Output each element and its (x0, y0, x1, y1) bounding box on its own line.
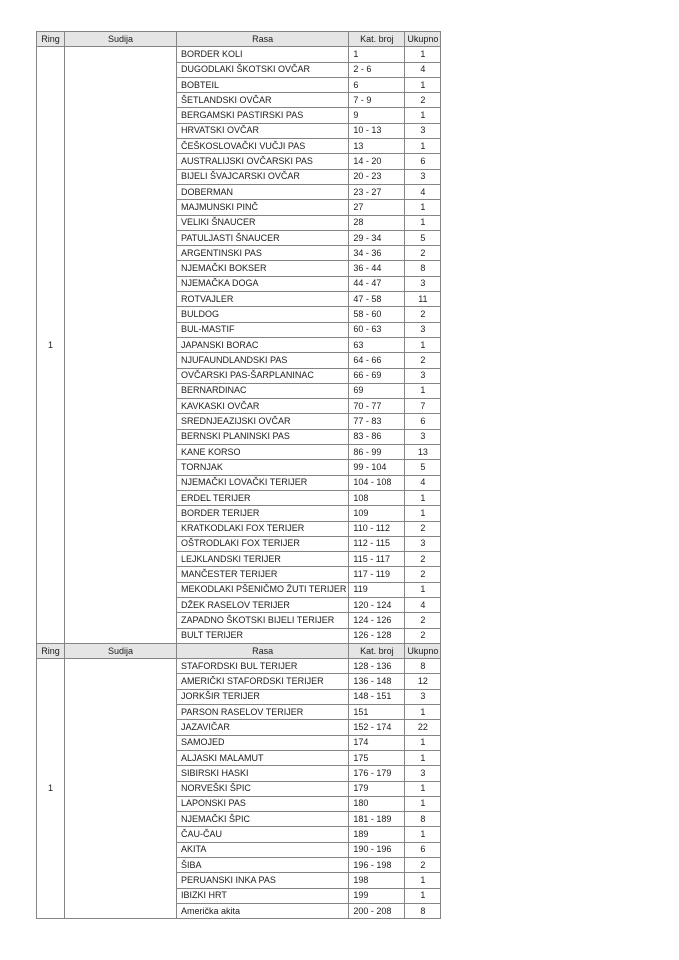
breed-cell: KAVKASKI OVČAR (177, 399, 349, 414)
catalog-number-cell: 152 - 174 (349, 720, 405, 735)
catalog-number-cell: 176 - 179 (349, 766, 405, 781)
breed-cell: BORDER KOLI (177, 47, 349, 62)
breed-cell: MANČESTER TERIJER (177, 567, 349, 582)
total-cell: 3 (405, 123, 441, 138)
breed-cell: BERNSKI PLANINSKI PAS (177, 429, 349, 444)
total-cell: 2 (405, 628, 441, 643)
catalog-number-cell: 110 - 112 (349, 521, 405, 536)
catalog-number-cell: 66 - 69 (349, 368, 405, 383)
total-cell: 2 (405, 246, 441, 261)
catalog-number-cell: 83 - 86 (349, 429, 405, 444)
total-cell: 3 (405, 429, 441, 444)
breed-cell: BORDER TERIJER (177, 506, 349, 521)
breed-cell: PARSON RASELOV TERIJER (177, 705, 349, 720)
catalog-number-cell: 29 - 34 (349, 230, 405, 245)
breed-cell: HRVATSKI OVČAR (177, 123, 349, 138)
total-cell: 2 (405, 521, 441, 536)
catalog-number-cell: 70 - 77 (349, 399, 405, 414)
breed-cell: BULT TERIJER (177, 628, 349, 643)
breed-cell: ČAU-ČAU (177, 827, 349, 842)
breed-cell: PERUANSKI INKA PAS (177, 873, 349, 888)
catalog-number-cell: 200 - 208 (349, 903, 405, 918)
breed-cell: BOBTEIL (177, 77, 349, 92)
catalog-number-cell: 99 - 104 (349, 460, 405, 475)
total-cell: 7 (405, 399, 441, 414)
catalog-number-cell: 189 (349, 827, 405, 842)
breed-cell: BULDOG (177, 307, 349, 322)
breed-cell: DŽEK RASELOV TERIJER (177, 597, 349, 612)
total-cell: 4 (405, 475, 441, 490)
breed-cell: TORNJAK (177, 460, 349, 475)
catalog-number-cell: 174 (349, 735, 405, 750)
total-cell: 1 (405, 735, 441, 750)
total-cell: 12 (405, 674, 441, 689)
column-header-rasa: Rasa (177, 32, 349, 47)
catalog-number-cell: 199 (349, 888, 405, 903)
total-cell: 8 (405, 659, 441, 674)
total-cell: 1 (405, 796, 441, 811)
breed-cell: Američka akita (177, 903, 349, 918)
breed-cell: VELIKI ŠNAUCER (177, 215, 349, 230)
catalog-number-cell: 63 (349, 337, 405, 352)
column-header-sudija: Sudija (65, 643, 177, 658)
breed-cell: NJEMAČKI LOVAČKI TERIJER (177, 475, 349, 490)
total-cell: 8 (405, 812, 441, 827)
total-cell: 1 (405, 582, 441, 597)
total-cell: 1 (405, 490, 441, 505)
total-cell: 3 (405, 689, 441, 704)
total-cell: 3 (405, 169, 441, 184)
column-header-ring: Ring (37, 643, 65, 658)
breed-cell: KANE KORSO (177, 445, 349, 460)
breed-cell: OVČARSKI PAS-ŠARPLANINAC (177, 368, 349, 383)
total-cell: 3 (405, 536, 441, 551)
catalog-number-cell: 175 (349, 750, 405, 765)
breed-cell: BIJELI ŠVAJCARSKI OVČAR (177, 169, 349, 184)
catalog-number-cell: 6 (349, 77, 405, 92)
total-cell: 1 (405, 888, 441, 903)
catalog-number-cell: 126 - 128 (349, 628, 405, 643)
total-cell: 6 (405, 414, 441, 429)
ring-schedule-table-body (37, 32, 441, 919)
total-cell: 13 (405, 445, 441, 460)
catalog-number-cell: 148 - 151 (349, 689, 405, 704)
column-header-ukupno: Ukupno (405, 643, 441, 658)
catalog-number-cell: 64 - 66 (349, 353, 405, 368)
breed-cell: STAFORDSKI BUL TERIJER (177, 659, 349, 674)
catalog-number-cell: 115 - 117 (349, 552, 405, 567)
breed-cell: NORVEŠKI ŠPIC (177, 781, 349, 796)
total-cell: 3 (405, 368, 441, 383)
total-cell: 2 (405, 552, 441, 567)
header-row (37, 643, 441, 658)
breed-cell: SREDNJEAZIJSKI OVČAR (177, 414, 349, 429)
breed-cell: NJEMAČKA DOGA (177, 276, 349, 291)
catalog-number-cell: 20 - 23 (349, 169, 405, 184)
breed-cell: NJUFAUNDLANDSKI PAS (177, 353, 349, 368)
breed-cell: ARGENTINSKI PAS (177, 246, 349, 261)
catalog-number-cell: 69 (349, 383, 405, 398)
breed-cell: BERGAMSKI PASTIRSKI PAS (177, 108, 349, 123)
catalog-number-cell: 120 - 124 (349, 597, 405, 612)
breed-cell: ČEŠKOSLOVAČKI VUČJI PAS (177, 139, 349, 154)
catalog-number-cell: 36 - 44 (349, 261, 405, 276)
breed-cell: DUGODLAKI ŠKOTSKI OVČAR (177, 62, 349, 77)
ring-cell: 1 (37, 47, 65, 644)
total-cell: 2 (405, 353, 441, 368)
breed-cell: SIBIRSKI HASKI (177, 766, 349, 781)
total-cell: 1 (405, 337, 441, 352)
catalog-number-cell: 117 - 119 (349, 567, 405, 582)
breed-cell: JORKŠIR TERIJER (177, 689, 349, 704)
breed-cell: ERDEL TERIJER (177, 490, 349, 505)
sudija-cell (65, 47, 177, 644)
catalog-number-cell: 104 - 108 (349, 475, 405, 490)
catalog-number-cell: 181 - 189 (349, 812, 405, 827)
total-cell: 4 (405, 184, 441, 199)
header-row (37, 32, 441, 47)
catalog-number-cell: 9 (349, 108, 405, 123)
total-cell: 3 (405, 766, 441, 781)
column-header-kat-broj: Kat. broj (349, 32, 405, 47)
column-header-kat-broj: Kat. broj (349, 643, 405, 658)
total-cell: 1 (405, 506, 441, 521)
total-cell: 1 (405, 108, 441, 123)
breed-cell: AMERIČKI STAFORDSKI TERIJER (177, 674, 349, 689)
catalog-number-cell: 124 - 126 (349, 613, 405, 628)
breed-cell: MAJMUNSKI PINČ (177, 200, 349, 215)
catalog-number-cell: 44 - 47 (349, 276, 405, 291)
breed-cell: ALJASKI MALAMUT (177, 750, 349, 765)
catalog-number-cell: 7 - 9 (349, 93, 405, 108)
catalog-number-cell: 60 - 63 (349, 322, 405, 337)
breed-cell: IBIZKI HRT (177, 888, 349, 903)
catalog-number-cell: 58 - 60 (349, 307, 405, 322)
column-header-ukupno: Ukupno (405, 32, 441, 47)
total-cell: 1 (405, 781, 441, 796)
catalog-number-cell: 151 (349, 705, 405, 720)
total-cell: 3 (405, 276, 441, 291)
breed-cell: ROTVAJLER (177, 292, 349, 307)
catalog-number-cell: 179 (349, 781, 405, 796)
catalog-number-cell: 112 - 115 (349, 536, 405, 551)
sudija-cell (65, 659, 177, 919)
ring-schedule-table (36, 31, 441, 919)
catalog-number-cell: 196 - 198 (349, 858, 405, 873)
total-cell: 11 (405, 292, 441, 307)
breed-cell: MEKODLAKI PŠENIČMO ŽUTI TERIJER (177, 582, 349, 597)
breed-cell: JAPANSKI BORAC (177, 337, 349, 352)
column-header-ring: Ring (37, 32, 65, 47)
catalog-number-cell: 34 - 36 (349, 246, 405, 261)
column-header-sudija: Sudija (65, 32, 177, 47)
total-cell: 6 (405, 154, 441, 169)
column-header-rasa: Rasa (177, 643, 349, 658)
breed-cell: PATULJASTI ŠNAUCER (177, 230, 349, 245)
total-cell: 1 (405, 77, 441, 92)
total-cell: 1 (405, 139, 441, 154)
total-cell: 5 (405, 230, 441, 245)
total-cell: 1 (405, 215, 441, 230)
breed-cell: AKITA (177, 842, 349, 857)
total-cell: 8 (405, 903, 441, 918)
breed-cell: NJEMAČKI BOKSER (177, 261, 349, 276)
catalog-number-cell: 86 - 99 (349, 445, 405, 460)
breed-cell: OŠTRODLAKI FOX TERIJER (177, 536, 349, 551)
total-cell: 1 (405, 873, 441, 888)
breed-cell: ZAPADNO ŠKOTSKI BIJELI TERIJER (177, 613, 349, 628)
breed-cell: BERNARDINAC (177, 383, 349, 398)
catalog-number-cell: 23 - 27 (349, 184, 405, 199)
catalog-number-cell: 13 (349, 139, 405, 154)
total-cell: 1 (405, 705, 441, 720)
breed-cell: NJEMAČKI ŠPIC (177, 812, 349, 827)
breed-cell: SAMOJED (177, 735, 349, 750)
catalog-number-cell: 109 (349, 506, 405, 521)
total-cell: 6 (405, 842, 441, 857)
total-cell: 22 (405, 720, 441, 735)
catalog-number-cell: 10 - 13 (349, 123, 405, 138)
catalog-number-cell: 14 - 20 (349, 154, 405, 169)
breed-cell: ŠIBA (177, 858, 349, 873)
catalog-number-cell: 77 - 83 (349, 414, 405, 429)
total-cell: 2 (405, 93, 441, 108)
catalog-number-cell: 190 - 196 (349, 842, 405, 857)
table-row (37, 659, 441, 674)
total-cell: 1 (405, 750, 441, 765)
total-cell: 4 (405, 597, 441, 612)
catalog-number-cell: 28 (349, 215, 405, 230)
catalog-number-cell: 1 (349, 47, 405, 62)
catalog-number-cell: 128 - 136 (349, 659, 405, 674)
catalog-number-cell: 198 (349, 873, 405, 888)
catalog-number-cell: 27 (349, 200, 405, 215)
total-cell: 3 (405, 322, 441, 337)
breed-cell: LAPONSKI PAS (177, 796, 349, 811)
total-cell: 2 (405, 858, 441, 873)
breed-cell: BUL-MASTIF (177, 322, 349, 337)
breed-cell: JAZAVIČAR (177, 720, 349, 735)
total-cell: 1 (405, 383, 441, 398)
total-cell: 1 (405, 47, 441, 62)
total-cell: 2 (405, 613, 441, 628)
total-cell: 8 (405, 261, 441, 276)
total-cell: 2 (405, 307, 441, 322)
catalog-number-cell: 136 - 148 (349, 674, 405, 689)
breed-cell: DOBERMAN (177, 184, 349, 199)
catalog-number-cell: 2 - 6 (349, 62, 405, 77)
catalog-number-cell: 180 (349, 796, 405, 811)
catalog-number-cell: 47 - 58 (349, 292, 405, 307)
table-row (37, 47, 441, 62)
total-cell: 1 (405, 827, 441, 842)
total-cell: 4 (405, 62, 441, 77)
ring-cell: 1 (37, 659, 65, 919)
breed-cell: AUSTRALIJSKI OVČARSKI PAS (177, 154, 349, 169)
catalog-number-cell: 119 (349, 582, 405, 597)
breed-cell: LEJKLANDSKI TERIJER (177, 552, 349, 567)
catalog-number-cell: 108 (349, 490, 405, 505)
breed-cell: KRATKODLAKI FOX TERIJER (177, 521, 349, 536)
total-cell: 5 (405, 460, 441, 475)
breed-cell: ŠETLANDSKI OVČAR (177, 93, 349, 108)
total-cell: 1 (405, 200, 441, 215)
total-cell: 2 (405, 567, 441, 582)
